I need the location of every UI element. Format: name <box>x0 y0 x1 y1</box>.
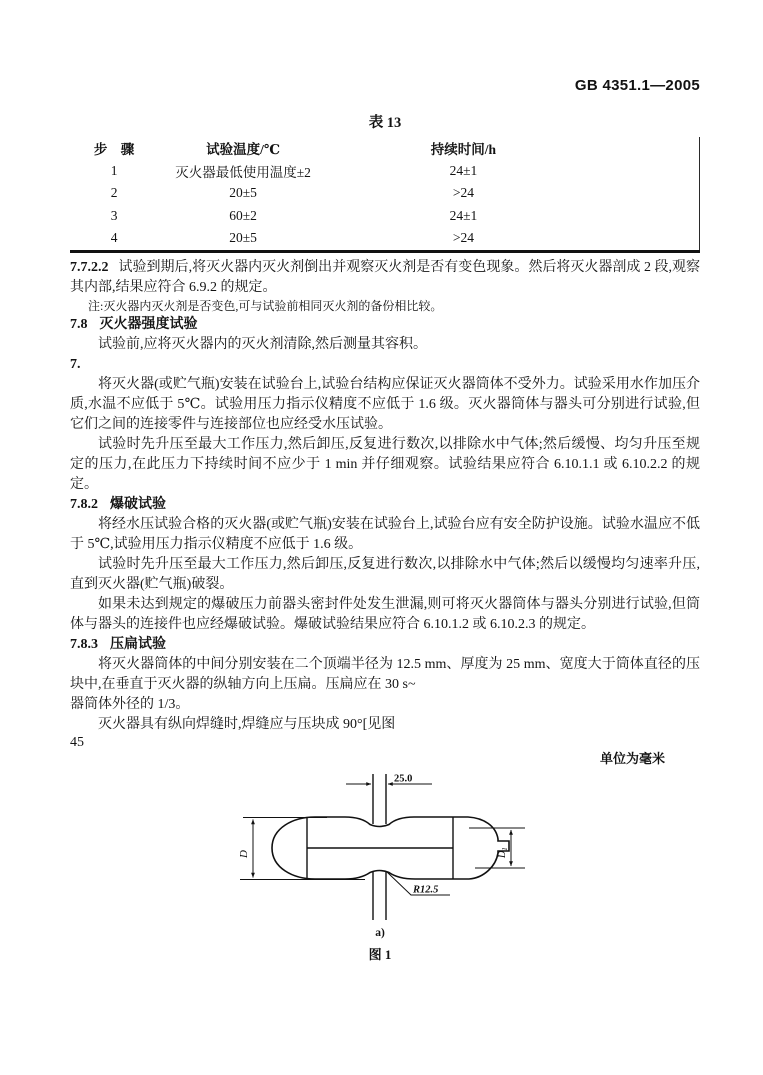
col-header-duration: 持续时间/h <box>430 142 497 158</box>
cell-step: 3 <box>110 207 118 223</box>
heading-number: 7.8 <box>70 316 88 332</box>
col-header-filler <box>599 137 700 160</box>
radius-label: R12.5 <box>413 884 439 895</box>
paragraph-burst-1: 将经水压试验合格的灭火器(或贮气瓶)安装在试验台上,试验台应有安全防护设施。试验水温应不低于 5℃,试验用压力指示仪精度不应低于 1.6 级。 <box>70 516 700 552</box>
heading-title: 灭火器强度试验 <box>99 316 198 332</box>
orphan-clause-number: 7. <box>70 356 81 372</box>
clause-7-7-2-2 <box>70 258 700 298</box>
table-row <box>70 160 700 183</box>
heading-title: 压扁试验 <box>110 636 166 652</box>
figure-1 <box>235 772 565 977</box>
col-header-step: 步 骤 <box>93 142 135 158</box>
cell-step: 1 <box>110 162 118 178</box>
cell-temperature: 60±2 <box>229 207 257 223</box>
paragraph-hydraulic-2: 试验时先升压至最大工作压力,然后卸压,反复进行数次,以排除水中气体;然后缓慢、均匀升压至规定的压力,在此压力下持续时间不应少于 1 min 并仔细观察。试验结果应符合 6.10.1.1 或 6.10.2.2 的规定。 <box>70 436 700 492</box>
standard-number: GB 4351.1—2005 <box>574 77 700 94</box>
bottom-press-block <box>373 872 386 920</box>
figure-sub-caption: a) <box>375 926 385 939</box>
top-press-block <box>373 774 386 824</box>
heading-number: 7.8.2 <box>70 496 98 512</box>
cell-duration: >24 <box>452 230 474 246</box>
table-row <box>70 182 700 205</box>
cell-step: 2 <box>110 185 118 201</box>
table-row <box>70 205 700 228</box>
paragraph-flatten-1: 将灭火器筒体的中间分别安装在二个顶端半径为 12.5 mm、厚度为 25 mm、宽度大于筒体直径的压块中,在垂直于灭火器的纵轴方向上压扁。压扁应在 30 s~ <box>70 656 700 692</box>
cell-duration: >24 <box>452 185 474 201</box>
col-header-temperature: 试验温度/℃ <box>206 142 281 158</box>
table-13 <box>70 137 700 253</box>
dimension-d-label: D <box>238 849 250 858</box>
dimension-25-label: 25.0 <box>394 773 413 784</box>
dimension-d1-label <box>497 847 509 859</box>
cell-temperature: 20±5 <box>229 230 257 246</box>
figure-caption: 图 1 <box>368 946 392 962</box>
figure-1-diagram <box>235 772 565 972</box>
heading-number: 7.8.3 <box>70 636 98 652</box>
cell-step: 4 <box>110 230 118 246</box>
table-header-row <box>70 137 700 160</box>
d1-base: D <box>497 850 508 858</box>
paragraph-flatten-2: 器筒体外径的 1/3。 <box>70 696 190 712</box>
cell-temperature: 灭火器最低使用温度±2 <box>175 164 311 180</box>
table-13-title: 表 13 <box>368 115 402 131</box>
paragraph-strength-intro: 试验前,应将灭火器内的灭火剂清除,然后测量其容积。 <box>98 336 427 352</box>
paragraph-hydraulic-1: 将灭火器(或贮气瓶)安装在试验台上,试验台结构应保证灭火器筒体不受外力。试验采用水作加压介质,水温不应低于 5℃。试验用压力指示仪精度不应低于 1.6 级。灭火器筒体与器头可分别进行试验,但它们之间的连接零件与连接部位也应经受水压试验。 <box>70 376 700 432</box>
unit-note: 单位为毫米 <box>599 750 665 766</box>
clause-text: 试验到期后,将灭火器内灭火剂倒出并观察灭火剂是否有变色现象。然后将灭火器剖成 2 段,观察其内部,结果应符合 6.9.2 的规定。 <box>70 259 700 295</box>
clause-number: 7.7.2.2 <box>70 259 109 275</box>
page-number: 45 <box>70 734 84 750</box>
heading-7-8 <box>70 315 700 335</box>
heading-7-8-2 <box>70 495 700 515</box>
d1-subscript: 1 <box>501 846 509 851</box>
cell-duration: 24±1 <box>449 207 478 223</box>
heading-title: 爆破试验 <box>110 496 166 512</box>
paragraph-weld: 灭火器具有纵向焊缝时,焊缝应与压块成 90°[见图 <box>98 716 396 732</box>
heading-7-8-3 <box>70 635 700 655</box>
note-line: 注:灭火器内灭火剂是否变色,可与试验前相同灭火剂的备份相比较。 <box>88 298 443 313</box>
table-row <box>70 227 700 251</box>
cell-duration: 24±1 <box>449 162 478 178</box>
paragraph-burst-2: 试验时先升压至最大工作压力,然后卸压,反复进行数次,以排除水中气体;然后以缓慢均匀速率升压,直到灭火器(贮气瓶)破裂。 <box>70 556 700 592</box>
cell-temperature: 20±5 <box>229 185 257 201</box>
body-text <box>70 258 700 766</box>
paragraph-burst-3: 如果未达到规定的爆破压力前器头密封件处发生泄漏,则可将灭火器筒体与器头分别进行试验,但筒体与器头的连接件也应经爆破试验。爆破试验结果应符合 6.10.1.2 或 6.10.2.3 的规定。 <box>70 596 700 632</box>
